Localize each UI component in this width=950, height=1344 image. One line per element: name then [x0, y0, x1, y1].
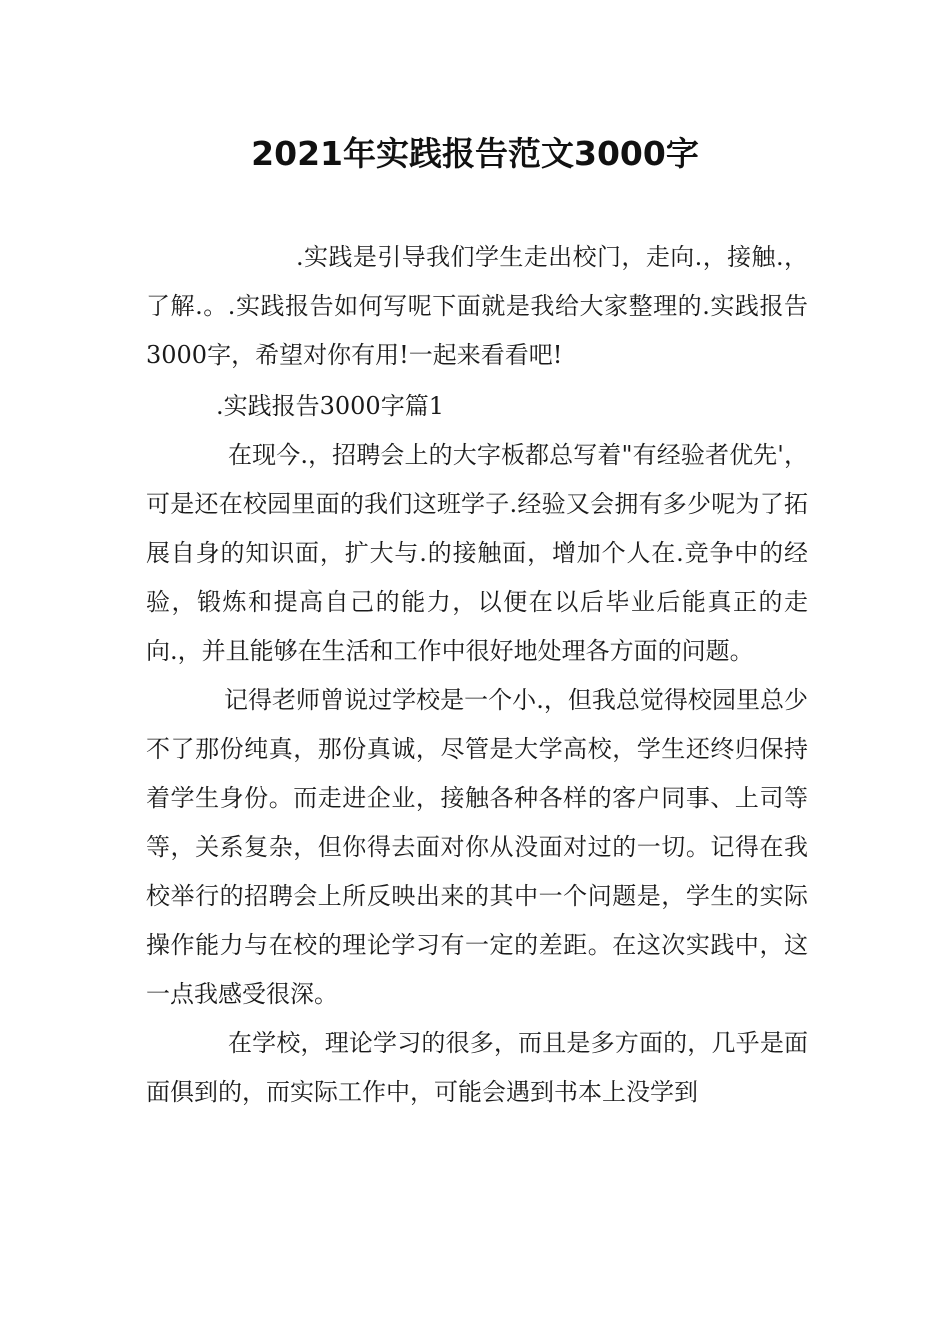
body-paragraph: 记得老师曾说过学校是一个小.，但我总觉得校园里总少不了那份纯真，那份真诚，尽管是大学高校，学生还终归保持着学生身份。而走进企业，接触各种各样的客户同事、上司等等，关系复杂，但你得去面对你从没面对过的一切。记得在我校举行的招聘会上所反映出来的其中一个问题是，学生的实际操作能力与在校的理论学习有一定的差距。在这次实践中，这一点我感受很深。: [146, 686, 808, 1008]
document-title: 2021年实践报告范文3000字: [251, 134, 699, 173]
body-paragraph: 在学校，理论学习的很多，而且是多方面的，几乎是面面俱到的，而实际工作中，可能会遇到书本上没学到: [146, 1029, 808, 1106]
body-paragraph: 在现今.，招聘会上的大字板都总写着"有经验者优先'，可是还在校园里面的我们这班学子.经验又会拥有多少呢为了拓展自身的知识面，扩大与.的接触面，增加个人在.竞争中的经验，锻炼和提高自己的能力，以便在以后毕业后能真正的走向.，并且能够在生活和工作中很好地处理各方面的问题。: [146, 441, 808, 665]
section-heading: .实践报告3000字篇1: [216, 392, 444, 420]
intro-paragraph: .实践是引导我们学生走出校门，走向.，接触.，了解.。.实践报告如何写呢下面就是我给大家整理的.实践报告3000字，希望对你有用!一起来看看吧!: [146, 243, 808, 369]
document-body: [146, 233, 808, 1117]
